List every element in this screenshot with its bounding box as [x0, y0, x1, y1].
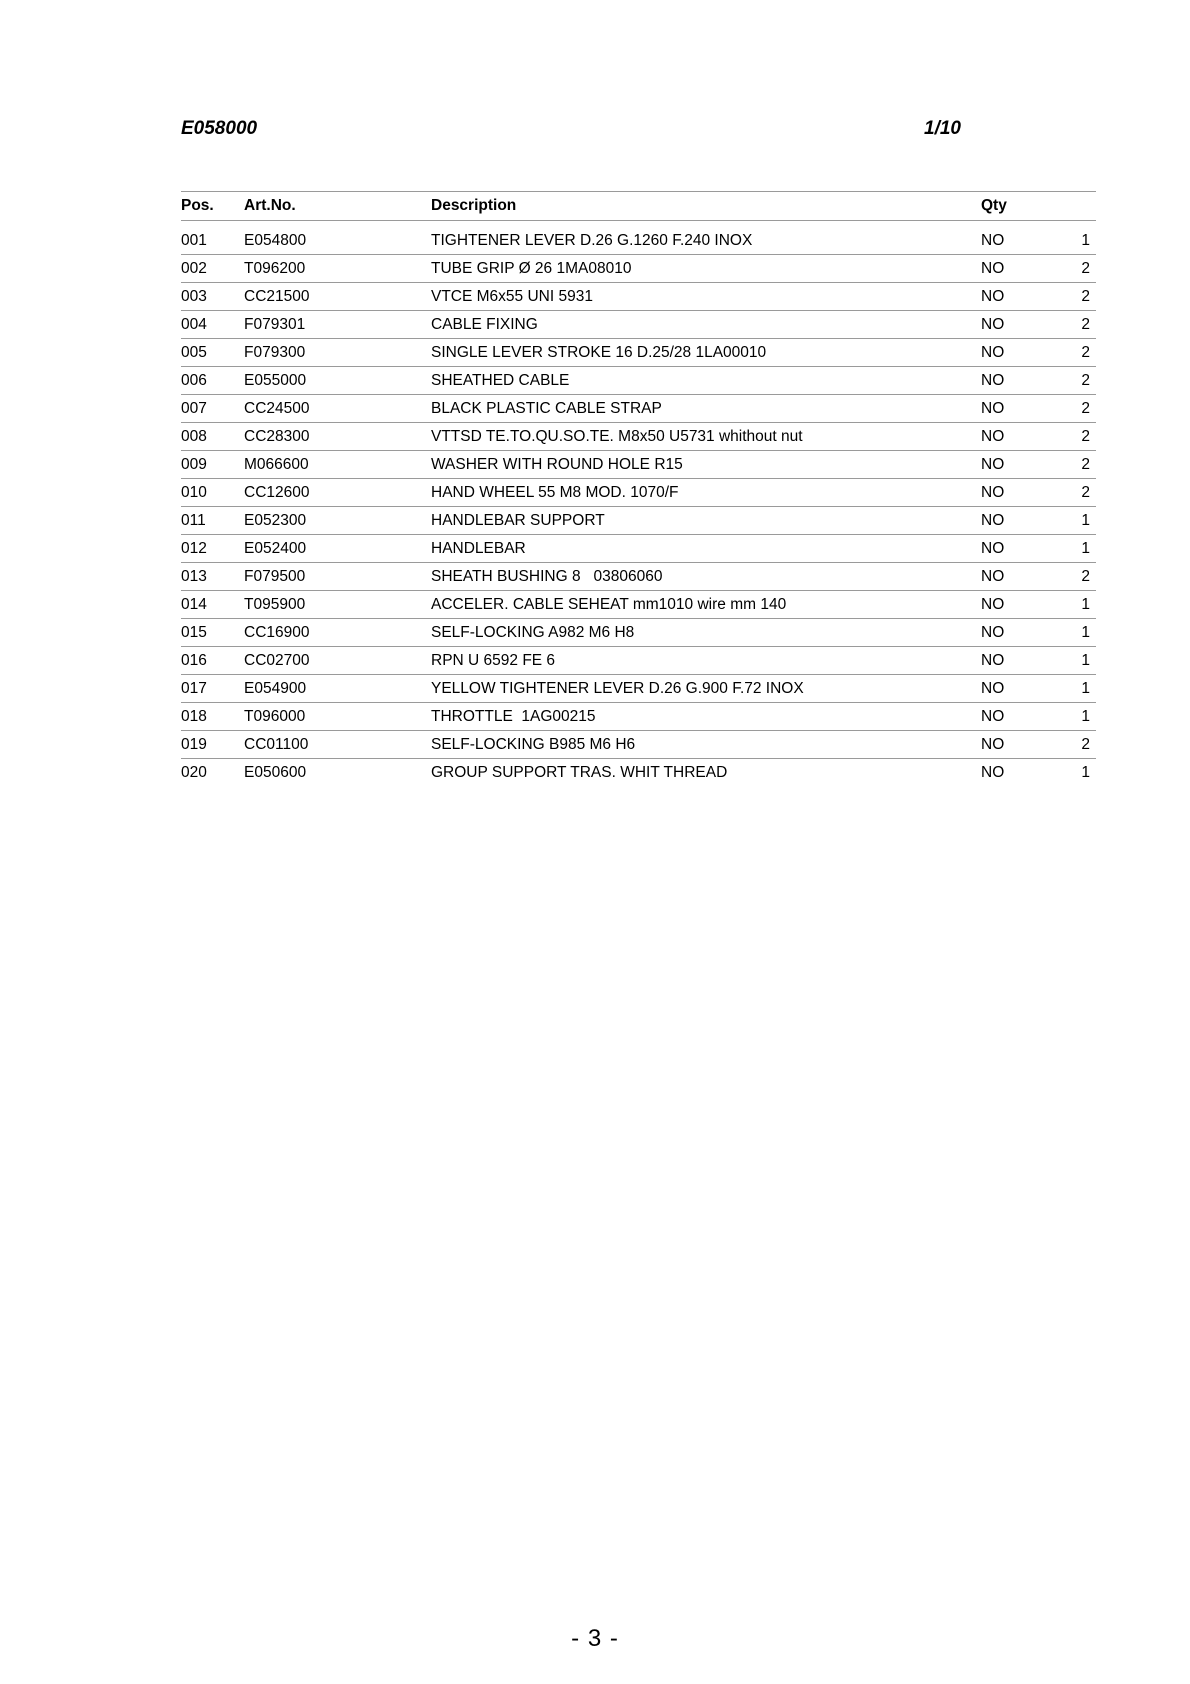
pos-cell: 020 [181, 764, 207, 781]
table-row [181, 283, 1096, 311]
column-header-art-no: Art.No. [244, 197, 296, 214]
table-row [181, 423, 1096, 451]
description-cell: YELLOW TIGHTENER LEVER D.26 G.900 F.72 INOX [431, 680, 804, 697]
unit-cell: NO [981, 232, 1005, 249]
qty-cell: 1 [1081, 540, 1090, 557]
description-cell: SHEATHED CABLE [431, 372, 570, 389]
table-row [181, 311, 1096, 339]
art-no-cell: E050600 [244, 764, 307, 781]
qty-cell: 1 [1081, 596, 1090, 613]
unit-cell: NO [981, 736, 1005, 753]
unit-cell: NO [981, 596, 1005, 613]
qty-cell: 1 [1081, 680, 1090, 697]
description-cell: TIGHTENER LEVER D.26 G.1260 F.240 INOX [431, 232, 753, 249]
qty-cell: 2 [1081, 316, 1090, 333]
pos-cell: 018 [181, 708, 207, 725]
pos-cell: 019 [181, 736, 207, 753]
description-cell: ACCELER. CABLE SEHEAT mm1010 wire mm 140 [431, 596, 787, 613]
unit-cell: NO [981, 540, 1005, 557]
qty-cell: 1 [1081, 708, 1090, 725]
table-row [181, 759, 1096, 787]
pos-cell: 007 [181, 400, 207, 417]
art-no-cell: E052300 [244, 512, 307, 529]
table-row [181, 395, 1096, 423]
column-header-pos: Pos. [181, 197, 214, 214]
unit-cell: NO [981, 260, 1005, 277]
qty-cell: 2 [1081, 484, 1090, 501]
description-cell: TUBE GRIP Ø 26 1MA08010 [431, 260, 632, 277]
art-no-cell: E054900 [244, 680, 307, 697]
pos-cell: 004 [181, 316, 207, 333]
unit-cell: NO [981, 708, 1005, 725]
description-cell: GROUP SUPPORT TRAS. WHIT THREAD [431, 764, 728, 781]
unit-cell: NO [981, 372, 1005, 389]
art-no-cell: CC16900 [244, 624, 310, 641]
description-cell: HANDLEBAR [431, 540, 526, 557]
document-code: E058000 [181, 118, 258, 139]
table-row [181, 367, 1096, 395]
qty-cell: 2 [1081, 288, 1090, 305]
table-row [181, 591, 1096, 619]
pos-cell: 016 [181, 652, 207, 669]
qty-cell: 1 [1081, 232, 1090, 249]
art-no-cell: E054800 [244, 232, 307, 249]
qty-cell: 2 [1081, 400, 1090, 417]
qty-cell: 1 [1081, 652, 1090, 669]
table-row [181, 731, 1096, 759]
pos-cell: 014 [181, 596, 207, 613]
art-no-cell: E052400 [244, 540, 307, 557]
description-cell: THROTTLE 1AG00215 [431, 708, 596, 725]
art-no-cell: F079500 [244, 568, 306, 585]
description-cell: SHEATH BUSHING 8 03806060 [431, 568, 663, 585]
page-number: - 3 - [571, 1625, 619, 1652]
unit-cell: NO [981, 400, 1005, 417]
art-no-cell: CC28300 [244, 428, 310, 445]
description-cell: HAND WHEEL 55 M8 MOD. 1070/F [431, 484, 679, 501]
table-row [181, 619, 1096, 647]
qty-cell: 2 [1081, 456, 1090, 473]
table-row [181, 703, 1096, 731]
art-no-cell: CC24500 [244, 400, 310, 417]
table-row [181, 507, 1096, 535]
unit-cell: NO [981, 680, 1005, 697]
table-row [181, 227, 1096, 255]
description-cell: HANDLEBAR SUPPORT [431, 512, 605, 529]
description-cell: VTTSD TE.TO.QU.SO.TE. M8x50 U5731 whithout nut [431, 428, 803, 445]
art-no-cell: E055000 [244, 372, 307, 389]
art-no-cell: T095900 [244, 596, 306, 613]
table-row [181, 647, 1096, 675]
qty-cell: 2 [1081, 428, 1090, 445]
description-cell: BLACK PLASTIC CABLE STRAP [431, 400, 662, 417]
art-no-cell: T096000 [244, 708, 306, 725]
unit-cell: NO [981, 484, 1005, 501]
qty-cell: 2 [1081, 260, 1090, 277]
pos-cell: 003 [181, 288, 207, 305]
art-no-cell: CC21500 [244, 288, 310, 305]
pos-cell: 005 [181, 344, 207, 361]
art-no-cell: F079300 [244, 344, 306, 361]
table-row [181, 339, 1096, 367]
description-cell: VTCE M6x55 UNI 5931 [431, 288, 593, 305]
unit-cell: NO [981, 344, 1005, 361]
description-cell: SELF-LOCKING B985 M6 H6 [431, 736, 636, 753]
pos-cell: 012 [181, 540, 207, 557]
pos-cell: 006 [181, 372, 207, 389]
unit-cell: NO [981, 764, 1005, 781]
description-cell: CABLE FIXING [431, 316, 538, 333]
table-body [181, 227, 1096, 787]
page-counter: 1/10 [924, 118, 961, 139]
table-row [181, 451, 1096, 479]
pos-cell: 013 [181, 568, 207, 585]
pos-cell: 017 [181, 680, 207, 697]
table-header-row [181, 191, 1096, 221]
art-no-cell: M066600 [244, 456, 309, 473]
qty-cell: 1 [1081, 512, 1090, 529]
description-cell: SINGLE LEVER STROKE 16 D.25/28 1LA00010 [431, 344, 767, 361]
column-header-qty: Qty [981, 197, 1007, 214]
description-cell: SELF-LOCKING A982 M6 H8 [431, 624, 635, 641]
unit-cell: NO [981, 568, 1005, 585]
unit-cell: NO [981, 624, 1005, 641]
table-row [181, 675, 1096, 703]
qty-cell: 2 [1081, 344, 1090, 361]
table-row [181, 563, 1096, 591]
art-no-cell: CC02700 [244, 652, 310, 669]
qty-cell: 2 [1081, 568, 1090, 585]
pos-cell: 011 [181, 512, 206, 529]
column-header-description: Description [431, 197, 517, 214]
parts-table [181, 191, 1096, 787]
art-no-cell: T096200 [244, 260, 306, 277]
qty-cell: 1 [1081, 624, 1090, 641]
art-no-cell: CC01100 [244, 736, 309, 753]
pos-cell: 002 [181, 260, 207, 277]
pos-cell: 001 [181, 232, 207, 249]
table-row [181, 479, 1096, 507]
unit-cell: NO [981, 316, 1005, 333]
unit-cell: NO [981, 512, 1005, 529]
art-no-cell: CC12600 [244, 484, 310, 501]
unit-cell: NO [981, 288, 1005, 305]
qty-cell: 1 [1081, 764, 1090, 781]
pos-cell: 015 [181, 624, 207, 641]
pos-cell: 010 [181, 484, 207, 501]
pos-cell: 009 [181, 456, 207, 473]
art-no-cell: F079301 [244, 316, 306, 333]
unit-cell: NO [981, 456, 1005, 473]
unit-cell: NO [981, 652, 1005, 669]
description-cell: RPN U 6592 FE 6 [431, 652, 556, 669]
description-cell: WASHER WITH ROUND HOLE R15 [431, 456, 683, 473]
table-row [181, 255, 1096, 283]
qty-cell: 2 [1081, 736, 1090, 753]
pos-cell: 008 [181, 428, 207, 445]
table-row [181, 535, 1096, 563]
unit-cell: NO [981, 428, 1005, 445]
qty-cell: 2 [1081, 372, 1090, 389]
